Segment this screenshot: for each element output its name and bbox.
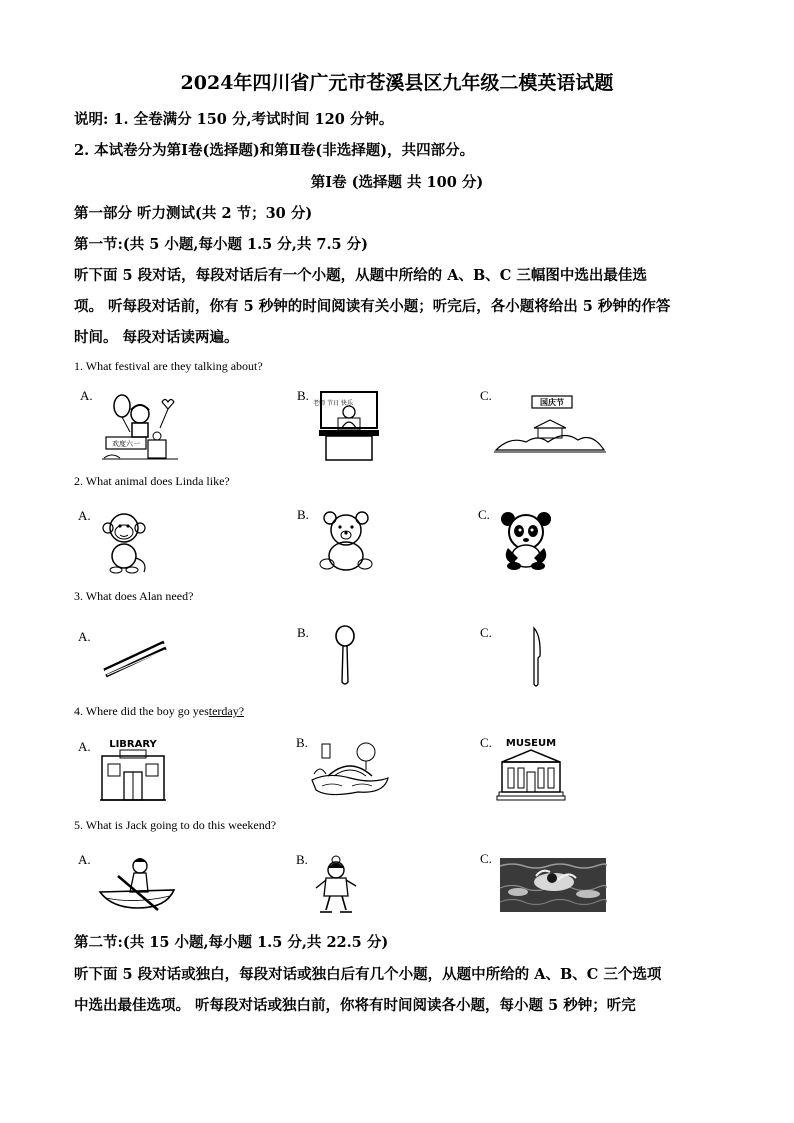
national-day-banner-text: 国庆节	[540, 398, 564, 407]
note-line-2: 2. 本试卷分为第Ⅰ卷(选择题)和第Ⅱ卷(非选择题)，共四部分。	[74, 142, 475, 159]
q1-option-a-label: A.	[80, 388, 93, 403]
childrens-day-banner-text: 欢度六一	[112, 440, 140, 448]
spoon-picture	[330, 624, 360, 686]
q3-option-c-label: C.	[480, 625, 492, 640]
question-3: 3. What does Alan need?	[74, 589, 194, 603]
question-4-text: 4. Where did the boy go yes	[74, 704, 209, 718]
q5-option-a-label: A.	[78, 852, 91, 867]
library-sign-text: LIBRARY	[109, 739, 157, 750]
section-2-instruction-1: 听下面 5 段对话或独白，每段对话或独白后有几个小题，从题中所给的 A、B、C 三个选项	[74, 966, 662, 983]
question-1: 1. What festival are they talking about?	[74, 359, 263, 373]
knife-picture	[526, 626, 546, 688]
question-4-underlined-text: terday?	[208, 704, 245, 718]
q1-option-c-label: C.	[480, 388, 492, 403]
panda-picture	[500, 510, 552, 570]
section-2-heading: 第二节:(共 15 小题,每小题 1.5 分,共 22.5 分)	[74, 934, 389, 951]
teachers-day-board-text: 老师 节日 快乐	[313, 400, 353, 407]
q3-option-b-label: B.	[297, 625, 309, 640]
q2-option-a-label: A.	[78, 508, 91, 523]
q4-option-b-label: B.	[296, 735, 308, 750]
q2-option-b-label: B.	[297, 507, 309, 522]
chopsticks-picture	[102, 640, 168, 678]
q5-option-b-label: B.	[296, 852, 308, 867]
volume-1-heading: 第Ⅰ卷 (选择题 共 100 分)	[310, 174, 484, 191]
museum-picture	[498, 736, 564, 802]
museum-sign-text: MUSEUM	[505, 738, 557, 749]
question-4	[74, 704, 244, 719]
exam-title: 2024年四川省广元市苍溪县区九年级二模英语试题	[180, 72, 614, 94]
q4-option-a-label: A.	[78, 739, 91, 754]
section-1-heading: 第一节:(共 5 小题,每小题 1.5 分,共 7.5 分)	[74, 236, 368, 253]
park-picture	[308, 742, 392, 800]
monkey-picture	[98, 510, 150, 576]
q2-option-c-label: C.	[478, 507, 490, 522]
teachers-day-picture	[313, 390, 380, 462]
question-2: 2. What animal does Linda like?	[74, 474, 230, 488]
rowing-boat-picture	[98, 856, 178, 916]
section-2-instruction-2: 中选出最佳选项。 听每段对话或独白前，你将有时间阅读各小题，每小题 5 秒钟；听完	[74, 997, 636, 1014]
q5-option-c-label: C.	[480, 851, 492, 866]
q3-option-a-label: A.	[78, 629, 91, 644]
bear-picture	[318, 510, 376, 572]
childrens-day-picture	[100, 392, 180, 462]
question-5: 5. What is Jack going to do this weekend?	[74, 818, 277, 832]
library-picture	[100, 736, 166, 802]
note-line-1: 说明: 1. 全卷满分 150 分,考试时间 120 分钟。	[74, 111, 394, 128]
national-day-picture	[494, 394, 606, 456]
part-1-heading: 第一部分 听力测试(共 2 节；30 分)	[74, 205, 313, 222]
q1-option-b-label: B.	[297, 388, 309, 403]
ice-skating-picture	[312, 852, 362, 918]
section-1-instruction-2: 项。 听每段对话前，你有 5 秒钟的时间阅读有关小题；听完后，各小题将给出 5 秒钟的作答	[74, 298, 671, 315]
q4-option-c-label: C.	[480, 735, 492, 750]
section-1-instruction-1: 听下面 5 段对话，每段对话后有一个小题，从题中所给的 A、B、C 三幅图中选出最佳选	[74, 267, 647, 284]
section-1-instruction-3: 时间。 每段对话读两遍。	[74, 329, 239, 346]
swimming-picture	[500, 858, 606, 912]
